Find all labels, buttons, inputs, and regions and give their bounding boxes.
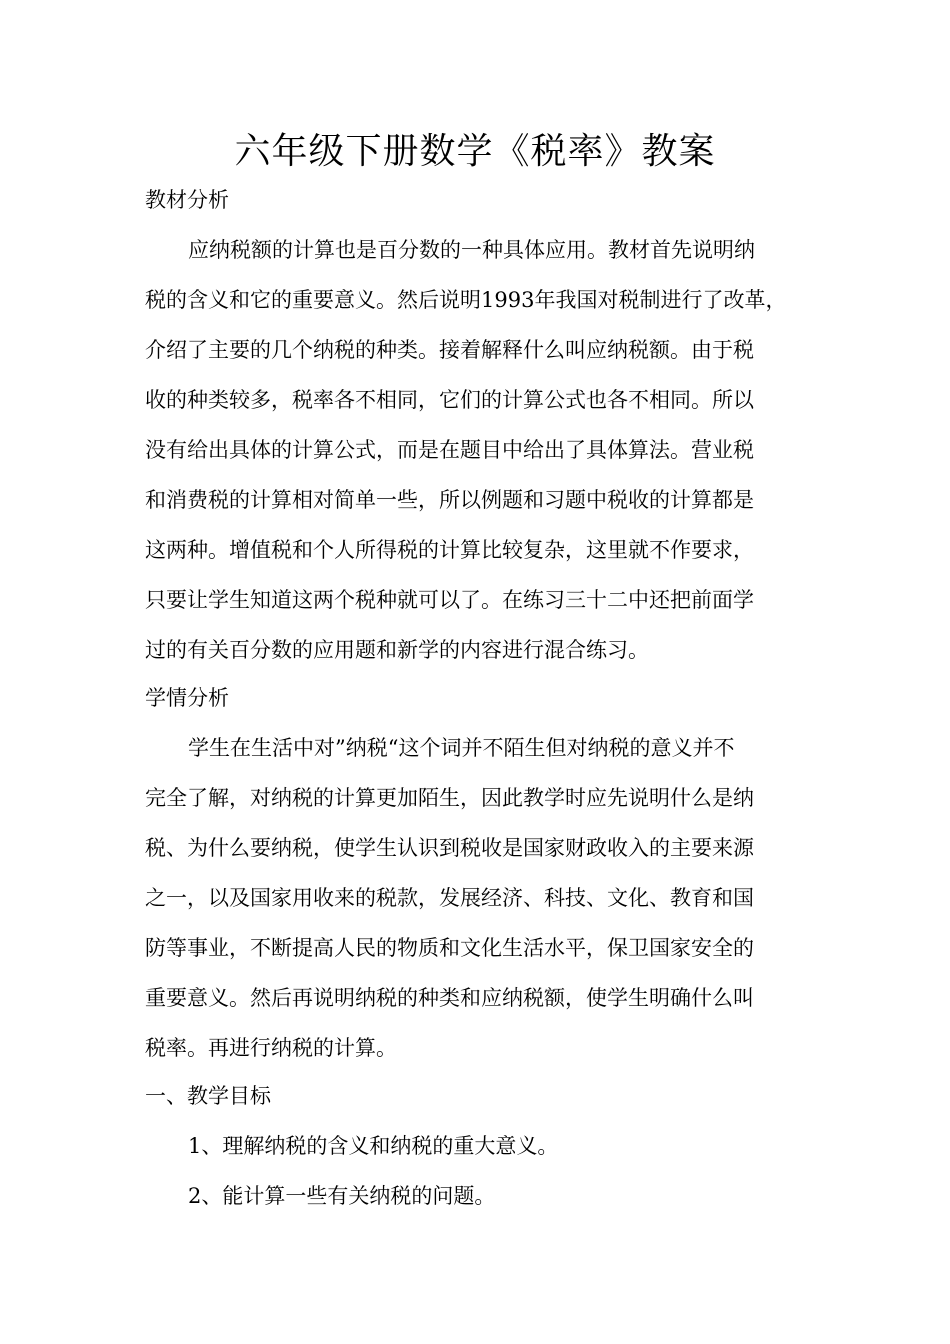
paragraph-line: 过的有关百分数的应用题和新学的内容进行混合练习。 <box>145 638 649 662</box>
paragraph-line: 税率。再进行纳税的计算。 <box>145 1036 397 1060</box>
paragraph-line: 介绍了主要的几个纳税的种类。接着解释什么叫应纳税额。由于税 <box>145 338 754 362</box>
paragraph-line: 完全了解，对纳税的计算更加陌生，因此教学时应先说明什么是纳 <box>145 786 754 810</box>
paragraph-line: 这两种。增值税和个人所得税的计算比较复杂，这里就不作要求， <box>145 538 754 562</box>
paragraph-line: 学生在生活中对”纳税“这个词并不陌生但对纳税的意义并不 <box>188 736 735 760</box>
section-heading-students: 学情分析 <box>145 686 229 710</box>
document-title: 六年级下册数学《税率》教案 <box>234 131 716 172</box>
paragraph-line: 应纳税额的计算也是百分数的一种具体应用。教材首先说明纳 <box>188 238 755 262</box>
paragraph-line: 没有给出具体的计算公式，而是在题目中给出了具体算法。营业税 <box>145 438 754 462</box>
paragraph-line: 之一，以及国家用收来的税款，发展经济、科技、文化、教育和国 <box>145 886 754 910</box>
paragraph-line: 和消费税的计算相对简单一些，所以例题和习题中税收的计算都是 <box>145 488 754 512</box>
paragraph-line: 税、为什么要纳税，使学生认识到税收是国家财政收入的主要来源 <box>145 836 754 860</box>
section-heading-materials: 教材分析 <box>145 188 229 212</box>
section-heading-objectives: 一、教学目标 <box>145 1084 271 1108</box>
paragraph-line: 收的种类较多，税率各不相同，它们的计算公式也各不相同。所以 <box>145 388 754 412</box>
objective-item: 2、能计算一些有关纳税的问题。 <box>188 1184 496 1208</box>
objective-item: 1、理解纳税的含义和纳税的重大意义。 <box>188 1134 559 1158</box>
paragraph-line: 重要意义。然后再说明纳税的种类和应纳税额，使学生明确什么叫 <box>145 986 754 1010</box>
paragraph-line: 防等事业，不断提高人民的物质和文化生活水平，保卫国家安全的 <box>145 936 754 960</box>
paragraph-line: 只要让学生知道这两个税种就可以了。在练习三十二中还把前面学 <box>145 588 754 612</box>
paragraph-line: 税的含义和它的重要意义。然后说明1993年我国对税制进行了改革， <box>145 288 787 312</box>
